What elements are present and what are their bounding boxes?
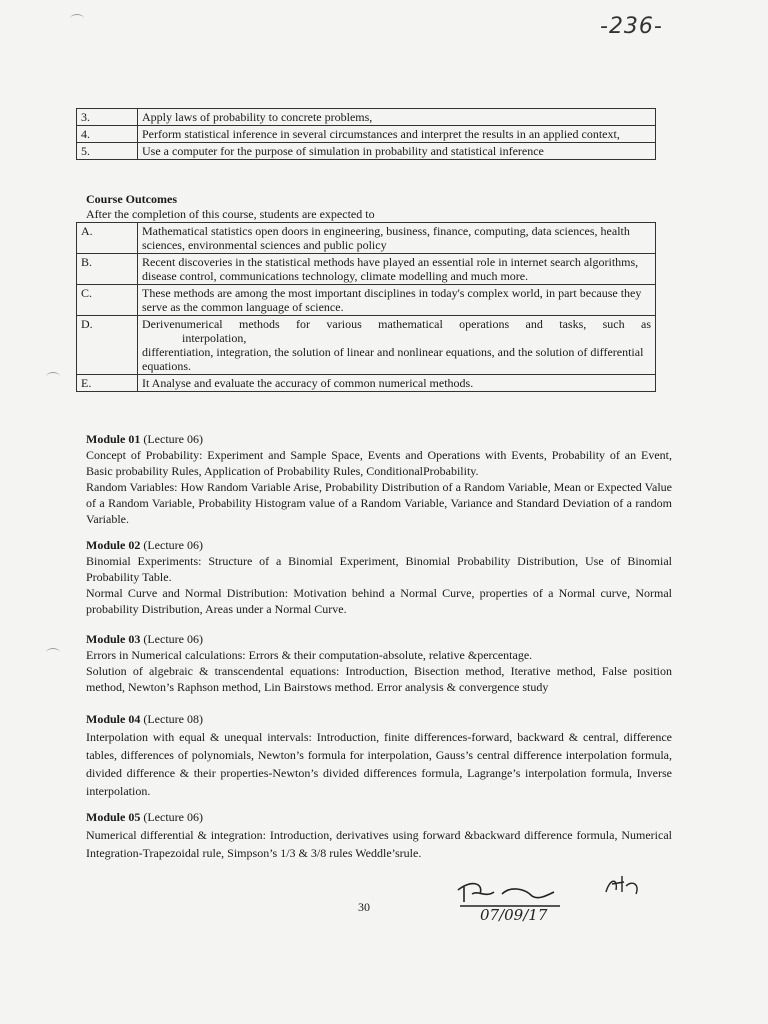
table-row: 3. Apply laws of probability to concrete problems, xyxy=(77,109,656,126)
module-title: Module 01 xyxy=(86,432,141,446)
table-row: 4. Perform statistical inference in several circumstances and interpret the results in an applied context, xyxy=(77,126,656,143)
module-paragraph: Normal Curve and Normal Distribution: Motivation behind a Normal Curve, properties of a Normal curve, Normal probability Distribution, Areas under a Normal Curve. xyxy=(86,586,672,616)
table-row: D. Derivenumerical methods for various mathematical operations and tasks, such as interpolation, differentiation, integration, the solution of linear and nonlinear equations, and the solution of differential equations. xyxy=(77,316,656,375)
scan-mark xyxy=(46,648,60,657)
signature-date: 07/09/17 xyxy=(480,906,548,924)
module-paragraph: Solution of algebraic & transcendental equations: Introduction, Bisection method, Iterative method, False position method, Newton’s Raphson method, Lin Bairstows method. Error analysis & convergence study xyxy=(86,664,672,694)
module-lecture: (Lecture 08) xyxy=(143,712,203,726)
table-row: 5. Use a computer for the purpose of simulation in probability and statistical inference xyxy=(77,143,656,160)
course-outcomes-table xyxy=(76,222,656,392)
table-row: E. It Analyse and evaluate the accuracy of common numerical methods. xyxy=(77,375,656,392)
module-title: Module 03 xyxy=(86,632,141,646)
module-lecture: (Lecture 06) xyxy=(143,810,203,824)
scan-mark xyxy=(46,372,60,381)
course-outcomes-title: Course Outcomes xyxy=(86,192,177,206)
module-04 xyxy=(86,710,672,800)
table-row: A. Mathematical statistics open doors in engineering, business, finance, computing, data sciences, health sciences, environmental sciences and public policy xyxy=(77,223,656,254)
module-01 xyxy=(86,431,672,527)
table-row: C. These methods are among the most important disciplines in today's complex world, in part because they serve as the common language of science. xyxy=(77,285,656,316)
module-paragraph: Errors in Numerical calculations: Errors & their computation-absolute, relative &percentage. xyxy=(86,648,533,662)
page-number: 30 xyxy=(358,900,370,914)
module-paragraph: Random Variables: How Random Variable Arise, Probability Distribution of a Random Variable, Mean or Expected Value of a Random Variable, Probability Histogram value of a Random Variable, Variance and Standard Deviation of a random Variable. xyxy=(86,480,672,526)
scan-mark xyxy=(70,14,84,23)
module-lecture: (Lecture 06) xyxy=(143,538,203,552)
module-paragraph: Concept of Probability: Experiment and Sample Space, Events and Operations with Events, Probability of an Event, Basic probability Rules, Application of Probability Rules, ConditionalProbability. xyxy=(86,448,672,478)
handwritten-initials xyxy=(600,872,648,906)
module-03 xyxy=(86,631,672,695)
module-lecture: (Lecture 06) xyxy=(143,632,203,646)
course-outcomes-intro: After the completion of this course, students are expected to xyxy=(86,207,375,221)
module-title: Module 04 xyxy=(86,712,141,726)
module-lecture: (Lecture 06) xyxy=(143,432,203,446)
module-05 xyxy=(86,808,672,862)
module-paragraph: Interpolation with equal & unequal intervals: Introduction, finite differences-forward, backward & central, difference tables, differences of polynomials, Newton’s formula for interpolation, Gauss’s central difference interpolation formula, divided difference & their properties-Newton’s divided differences formula, Lagrange’s interpolation formula, Inverse interpolation. xyxy=(86,730,672,798)
module-title: Module 02 xyxy=(86,538,141,552)
table-row: B. Recent discoveries in the statistical methods have played an essential role in internet search algorithms, disease control, communications technology, climate modelling and much more. xyxy=(77,254,656,285)
handwritten-page-mark: -236- xyxy=(600,14,663,39)
module-paragraph: Binomial Experiments: Structure of a Binomial Experiment, Binomial Probability Distribution, Use of Binomial Probability Table. xyxy=(86,554,672,584)
module-title: Module 05 xyxy=(86,810,141,824)
objectives-table xyxy=(76,108,656,160)
module-paragraph: Numerical differential & integration: Introduction, derivatives using forward &backward difference formula, Numerical Integration-Trapezoidal rule, Simpson’s 1/3 & 3/8 rules Weddle’srule. xyxy=(86,828,672,860)
module-02 xyxy=(86,537,672,617)
